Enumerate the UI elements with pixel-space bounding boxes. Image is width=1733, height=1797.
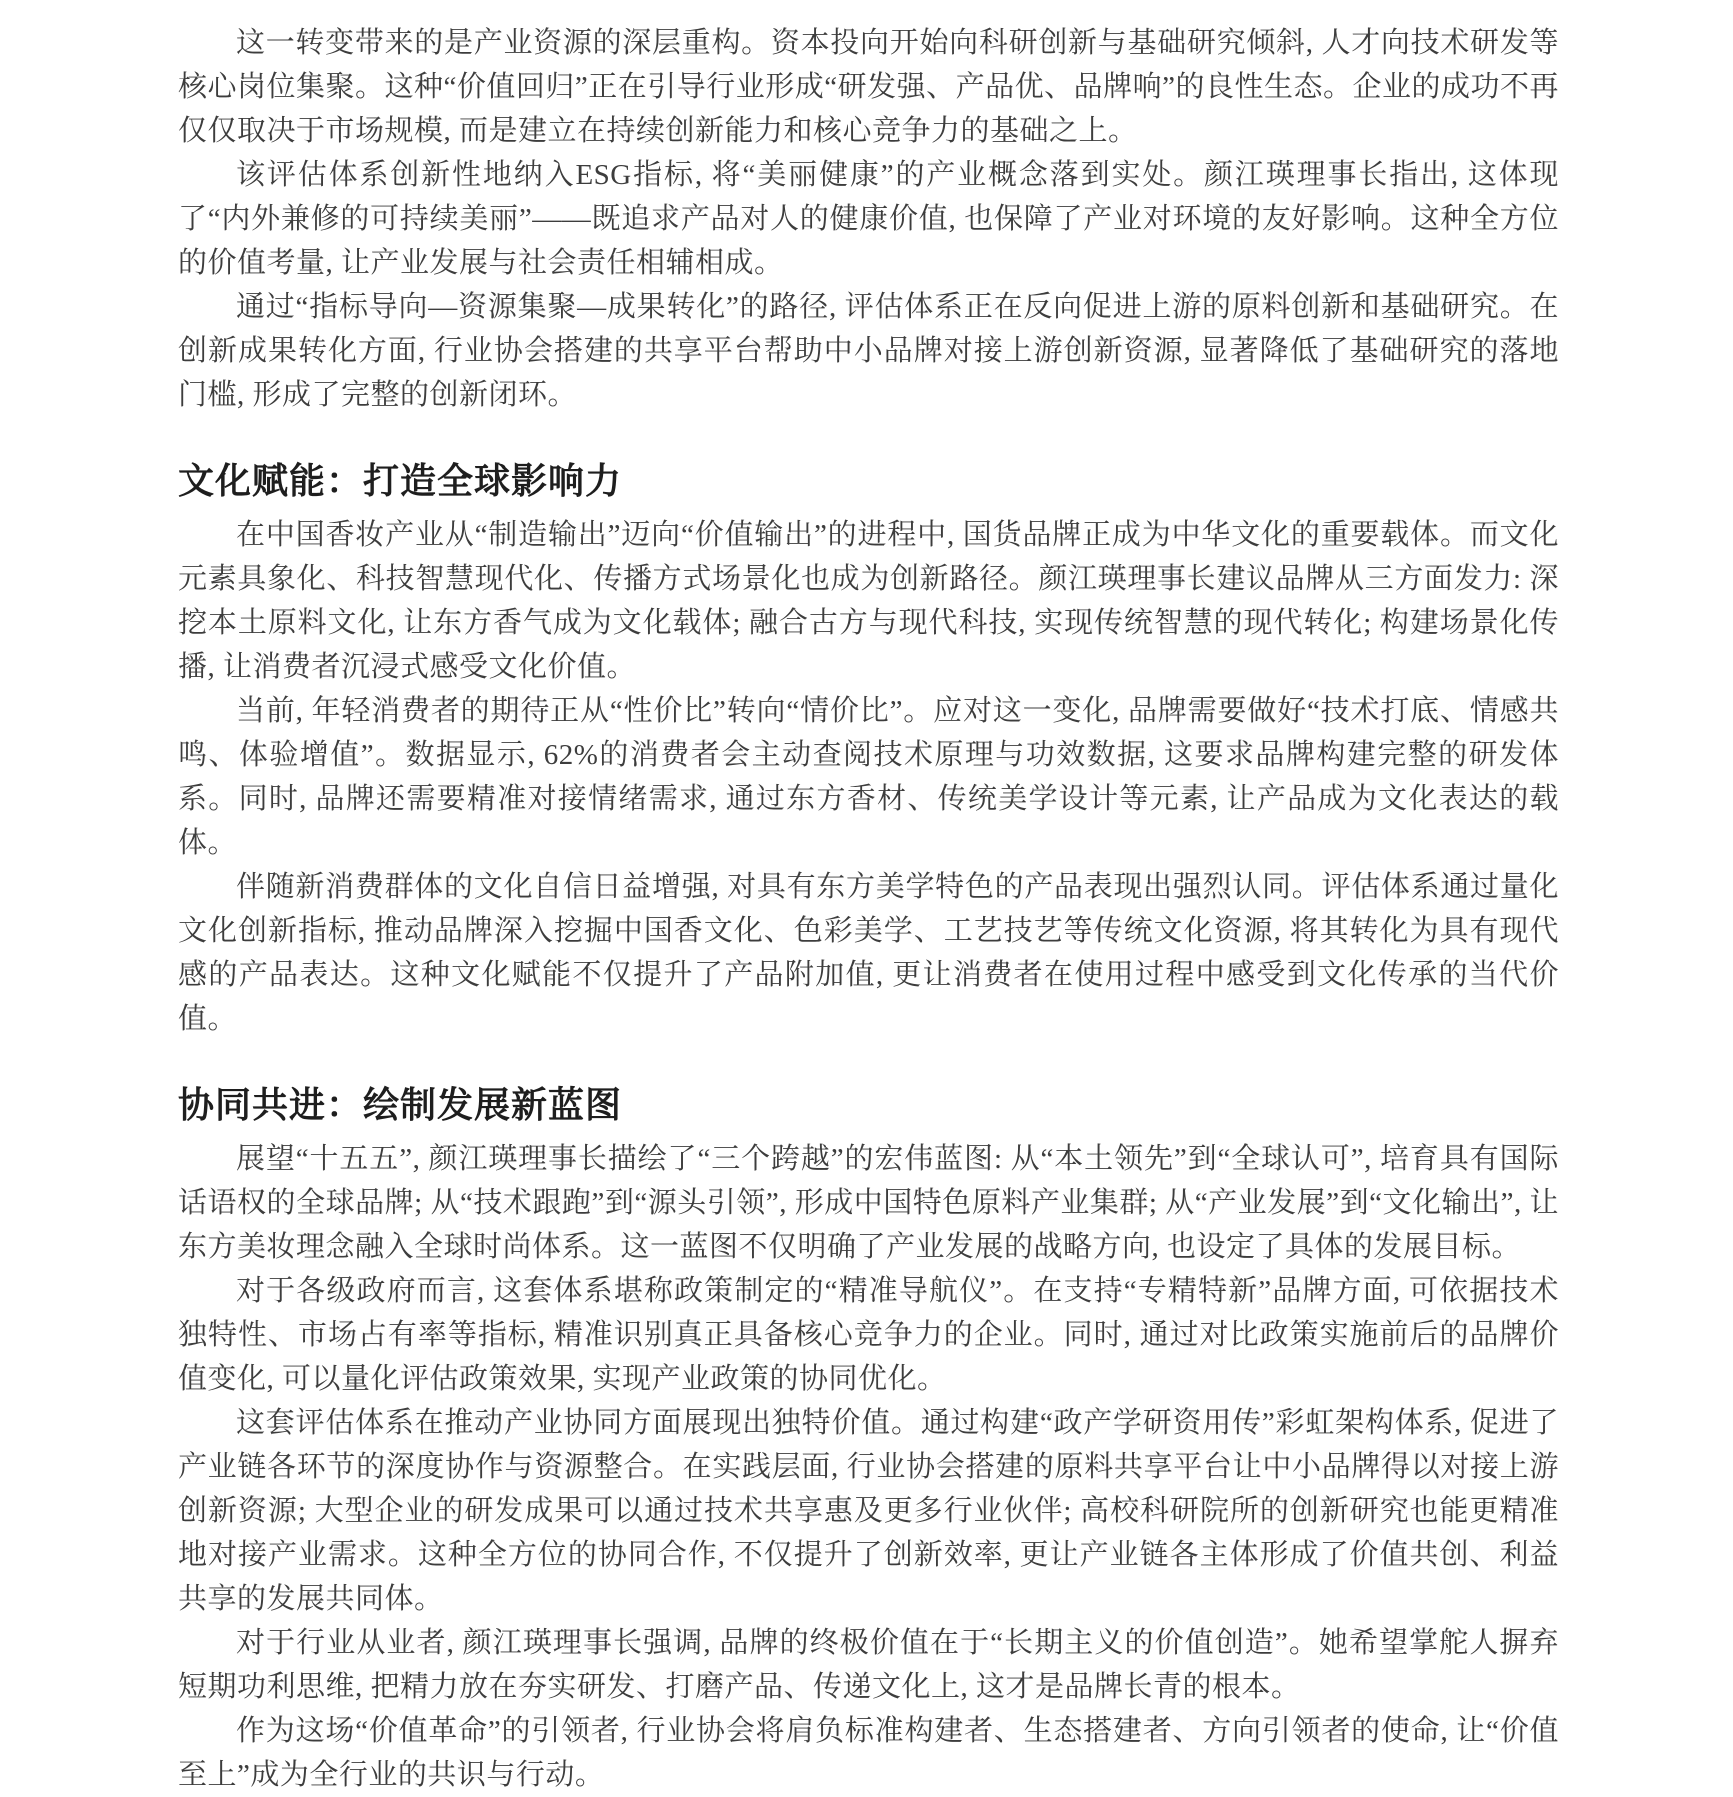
paragraph: 作为这场“价值革命”的引领者, 行业协会将肩负标准构建者、生态搭建者、方向引领者的使命, 让“价值至上”成为全行业的共识与行动。 <box>178 1715 1559 1791</box>
paragraph: 伴随新消费群体的文化自信日益增强, 对具有东方美学特色的产品表现出强烈认同。评估体系通过量化文化创新指标, 推动品牌深入挖掘中国香文化、色彩美学、工艺技艺等传统文化资源, 将其转化为具有现代感的产品表达。这种文化赋能不仅提升了产品附加值, 更让消费者在使用过程中感受到文化传承的当代价值。 <box>178 871 1559 1035</box>
paragraph: 这一转变带来的是产业资源的深层重构。资本投向开始向科研创新与基础研究倾斜, 人才向技术研发等核心岗位集聚。这种“价值回归”正在引导行业形成“研发强、产品优、品牌响”的良性生态。企业的成功不再仅仅取决于市场规模, 而是建立在持续创新能力和核心竞争力的基础之上。 <box>178 27 1559 147</box>
article-body <box>178 21 1559 1797</box>
paragraph: 当前, 年轻消费者的期待正从“性价比”转向“情价比”。应对这一变化, 品牌需要做好“技术打底、情感共鸣、体验增值”。数据显示, 62%的消费者会主动查阅技术原理与功效数据, 这要求品牌构建完整的研发体系。同时, 品牌还需要精准对接情绪需求, 通过东方香材、传统美学设计等元素, 让产品成为文化表达的载体。 <box>178 695 1559 859</box>
paragraph: 该评估体系创新性地纳入ESG指标, 将“美丽健康”的产业概念落到实处。颜江瑛理事长指出, 这体现了“内外兼修的可持续美丽”——既追求产品对人的健康价值, 也保障了产业对环境的友好影响。这种全方位的价值考量, 让产业发展与社会责任相辅相成。 <box>178 159 1559 279</box>
section-heading-collaboration: 协同共进：绘制发展新蓝图 <box>178 1085 623 1125</box>
paragraph: 对于行业从业者, 颜江瑛理事长强调, 品牌的终极价值在于“长期主义的价值创造”。她希望掌舵人摒弃短期功利思维, 把精力放在夯实研发、打磨产品、传递文化上, 这才是品牌长青的根本。 <box>178 1627 1559 1703</box>
paragraph: 在中国香妆产业从“制造输出”迈向“价值输出”的进程中, 国货品牌正成为中华文化的重要载体。而文化元素具象化、科技智慧现代化、传播方式场景化也成为创新路径。颜江瑛理事长建议品牌从三方面发力: 深挖本土原料文化, 让东方香气成为文化载体; 融合古方与现代科技, 实现传统智慧的现代转化; 构建场景化传播, 让消费者沉浸式感受文化价值。 <box>178 519 1559 683</box>
paragraph: 这套评估体系在推动产业协同方面展现出独特价值。通过构建“政产学研资用传”彩虹架构体系, 促进了产业链各环节的深度协作与资源整合。在实践层面, 行业协会搭建的原料共享平台让中小品牌得以对接上游创新资源; 大型企业的研发成果可以通过技术共享惠及更多行业伙伴; 高校科研院所的创新研究也能更精准地对接产业需求。这种全方位的协同合作, 不仅提升了创新效率, 更让产业链各主体形成了价值共创、利益共享的发展共同体。 <box>178 1407 1559 1615</box>
section-heading-culture: 文化赋能：打造全球影响力 <box>178 461 623 501</box>
paragraph: 展望“十五五”, 颜江瑛理事长描绘了“三个跨越”的宏伟蓝图: 从“本土领先”到“全球认可”, 培育具有国际话语权的全球品牌; 从“技术跟跑”到“源头引领”, 形成中国特色原料产业集群; 从“产业发展”到“文化输出”, 让东方美妆理念融入全球时尚体系。这一蓝图不仅明确了产业发展的战略方向, 也设定了具体的发展目标。 <box>178 1143 1559 1263</box>
paragraph: 对于各级政府而言, 这套体系堪称政策制定的“精准导航仪”。在支持“专精特新”品牌方面, 可依据技术独特性、市场占有率等指标, 精准识别真正具备核心竞争力的企业。同时, 通过对比政策实施前后的品牌价值变化, 可以量化评估政策效果, 实现产业政策的协同优化。 <box>178 1275 1559 1395</box>
paragraph: 通过“指标导向—资源集聚—成果转化”的路径, 评估体系正在反向促进上游的原料创新和基础研究。在创新成果转化方面, 行业协会搭建的共享平台帮助中小品牌对接上游创新资源, 显著降低了基础研究的落地门槛, 形成了完整的创新闭环。 <box>178 291 1559 411</box>
